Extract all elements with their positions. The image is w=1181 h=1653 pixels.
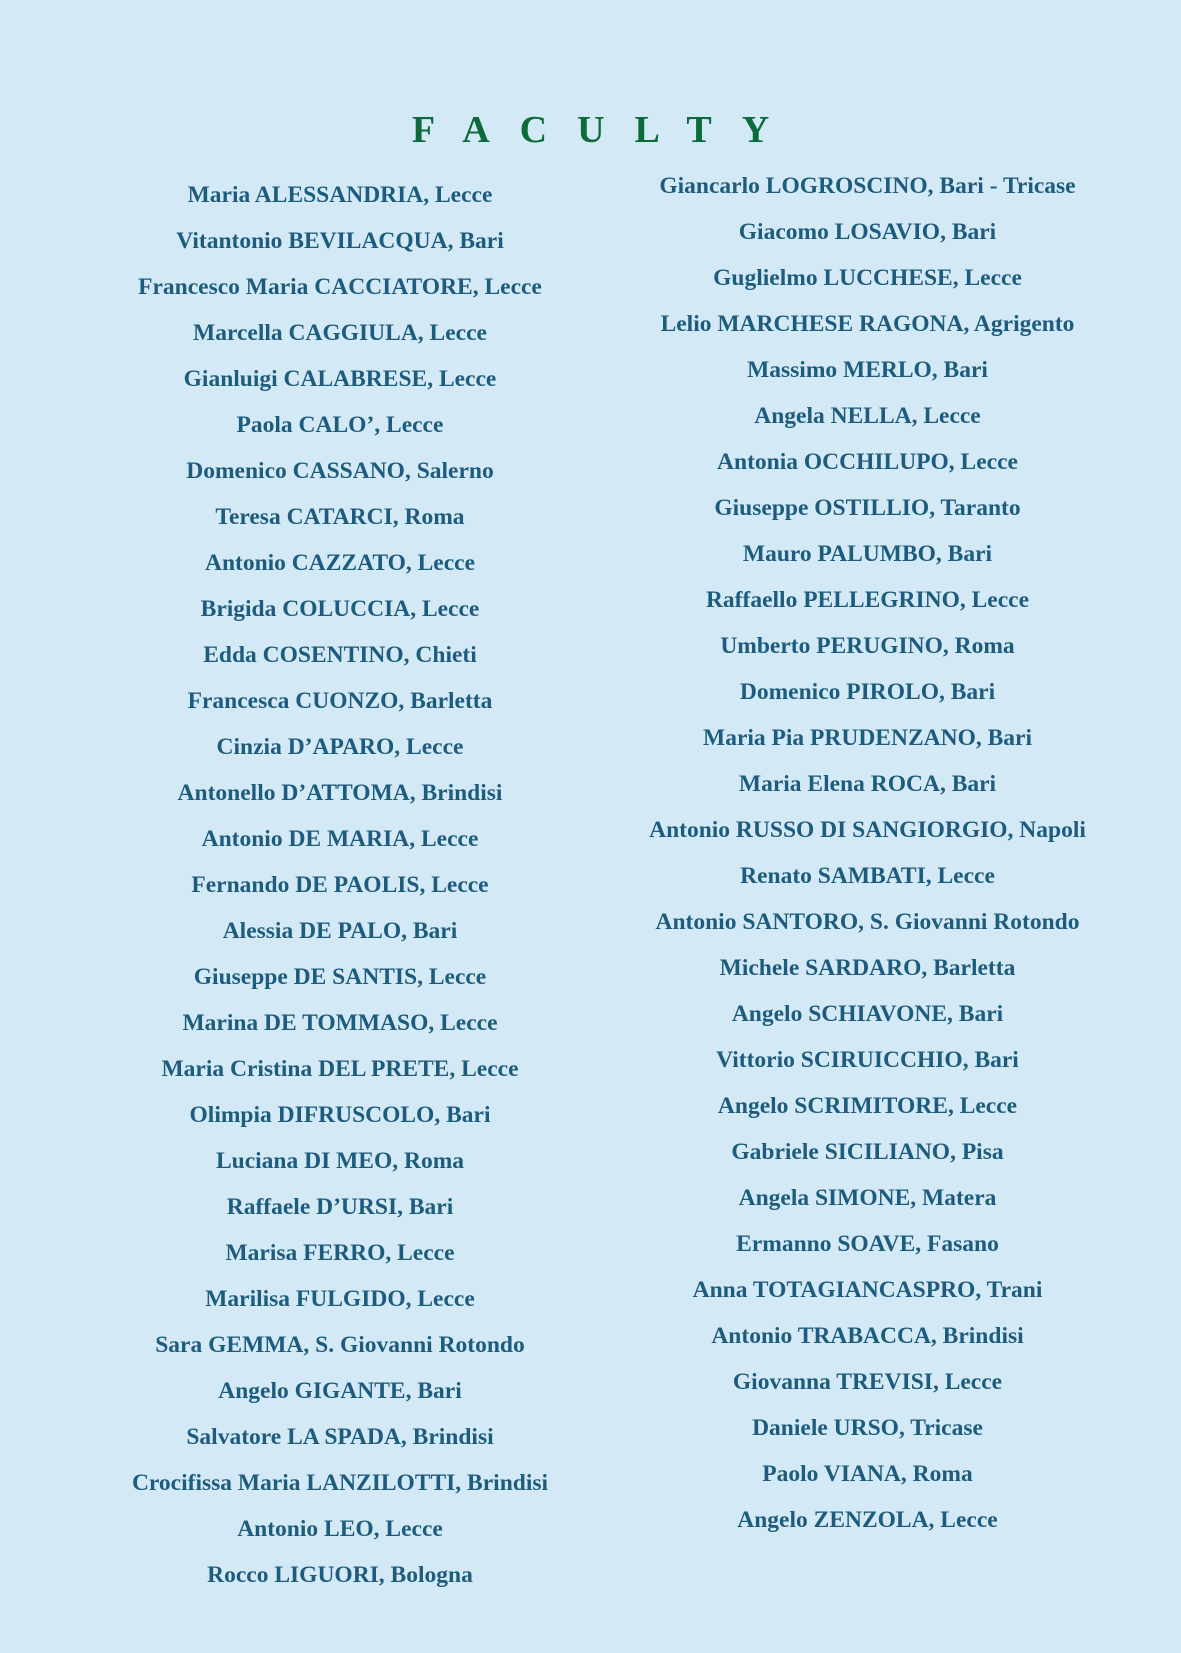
faculty-member: Paolo VIANA, Roma <box>762 1461 973 1487</box>
faculty-member: Lelio MARCHESE RAGONA, Agrigento <box>660 311 1075 337</box>
faculty-member: Salvatore LA SPADA, Brindisi <box>186 1424 494 1450</box>
faculty-member: Teresa CATARCI, Roma <box>215 504 465 530</box>
faculty-member: Sara GEMMA, S. Giovanni Rotondo <box>155 1332 525 1358</box>
faculty-member: Vitantonio BEVILACQUA, Bari <box>176 228 504 254</box>
faculty-member: Maria Cristina DEL PRETE, Lecce <box>161 1056 519 1082</box>
faculty-member: Massimo MERLO, Bari <box>747 357 988 383</box>
faculty-member: Raffaele D’URSI, Bari <box>226 1194 454 1220</box>
faculty-member: Antonio DE MARIA, Lecce <box>201 826 479 852</box>
faculty-member: Gianluigi CALABRESE, Lecce <box>183 366 497 392</box>
faculty-member: Umberto PERUGINO, Roma <box>720 633 1015 659</box>
faculty-list-left <box>90 172 590 1598</box>
faculty-member: Brigida COLUCCIA, Lecce <box>200 596 480 622</box>
faculty-member: Giancarlo LOGROSCINO, Bari - Tricase <box>659 173 1076 199</box>
faculty-member: Maria ALESSANDRIA, Lecce <box>187 182 493 208</box>
faculty-member: Fernando DE PAOLIS, Lecce <box>191 872 489 898</box>
faculty-member: Angela SIMONE, Matera <box>738 1185 997 1211</box>
faculty-member: Giacomo LOSAVIO, Bari <box>738 219 997 245</box>
faculty-member: Olimpia DIFRUSCOLO, Bari <box>189 1102 491 1128</box>
faculty-member: Maria Elena ROCA, Bari <box>738 771 997 797</box>
faculty-member: Francesco Maria CACCIATORE, Lecce <box>138 274 542 300</box>
faculty-member: Angelo SCHIAVONE, Bari <box>731 1001 1004 1027</box>
faculty-member: Cinzia D’APARO, Lecce <box>216 734 464 760</box>
faculty-member: Marcella CAGGIULA, Lecce <box>193 320 487 346</box>
faculty-member: Antonia OCCHILUPO, Lecce <box>717 449 1018 475</box>
faculty-member: Mauro PALUMBO, Bari <box>742 541 993 567</box>
faculty-member: Marisa FERRO, Lecce <box>225 1240 455 1266</box>
faculty-member: Marilisa FULGIDO, Lecce <box>205 1286 475 1312</box>
faculty-member: Ermanno SOAVE, Fasano <box>736 1231 999 1257</box>
faculty-member: Angelo SCRIMITORE, Lecce <box>717 1093 1018 1119</box>
faculty-list-right <box>600 163 1135 1543</box>
faculty-member: Anna TOTAGIANCASPRO, Trani <box>692 1277 1043 1303</box>
faculty-member: Giuseppe OSTILLIO, Taranto <box>714 495 1021 521</box>
faculty-member: Gabriele SICILIANO, Pisa <box>731 1139 1004 1165</box>
faculty-member: Guglielmo LUCCHESE, Lecce <box>713 265 1022 291</box>
faculty-member: Antonio TRABACCA, Brindisi <box>711 1323 1024 1349</box>
faculty-member: Domenico CASSANO, Salerno <box>186 458 494 484</box>
faculty-member: Rocco LIGUORI, Bologna <box>207 1562 473 1588</box>
faculty-member: Antonello D’ATTOMA, Brindisi <box>177 780 503 806</box>
faculty-member: Giuseppe DE SANTIS, Lecce <box>193 964 487 990</box>
faculty-member: Raffaello PELLEGRINO, Lecce <box>705 587 1030 613</box>
faculty-member: Luciana DI MEO, Roma <box>215 1148 465 1174</box>
faculty-member: Antonio RUSSO DI SANGIORGIO, Napoli <box>649 817 1086 843</box>
faculty-member: Daniele URSO, Tricase <box>752 1415 983 1441</box>
faculty-member: Antonio CAZZATO, Lecce <box>204 550 476 576</box>
faculty-member: Angelo ZENZOLA, Lecce <box>737 1507 998 1533</box>
faculty-member: Michele SARDARO, Barletta <box>719 955 1016 981</box>
faculty-member: Renato SAMBATI, Lecce <box>740 863 995 889</box>
faculty-member: Vittorio SCIRUICCHIO, Bari <box>716 1047 1019 1073</box>
faculty-member: Crocifissa Maria LANZILOTTI, Brindisi <box>131 1470 549 1496</box>
faculty-member: Edda COSENTINO, Chieti <box>203 642 477 668</box>
faculty-member: Angela NELLA, Lecce <box>754 403 981 429</box>
faculty-member: Antonio SANTORO, S. Giovanni Rotondo <box>655 909 1080 935</box>
faculty-member: Giovanna TREVISI, Lecce <box>732 1369 1003 1395</box>
faculty-member: Alessia DE PALO, Bari <box>222 918 458 944</box>
faculty-member: Domenico PIROLO, Bari <box>739 679 996 705</box>
faculty-member: Angelo GIGANTE, Bari <box>218 1378 462 1404</box>
faculty-member: Francesca CUONZO, Barletta <box>187 688 493 714</box>
faculty-member: Maria Pia PRUDENZANO, Bari <box>703 725 1032 751</box>
page-title: FACULTY <box>411 109 800 152</box>
faculty-member: Paola CALO’, Lecce <box>236 412 444 438</box>
faculty-member: Antonio LEO, Lecce <box>237 1516 443 1542</box>
faculty-member: Marina DE TOMMASO, Lecce <box>182 1010 498 1036</box>
